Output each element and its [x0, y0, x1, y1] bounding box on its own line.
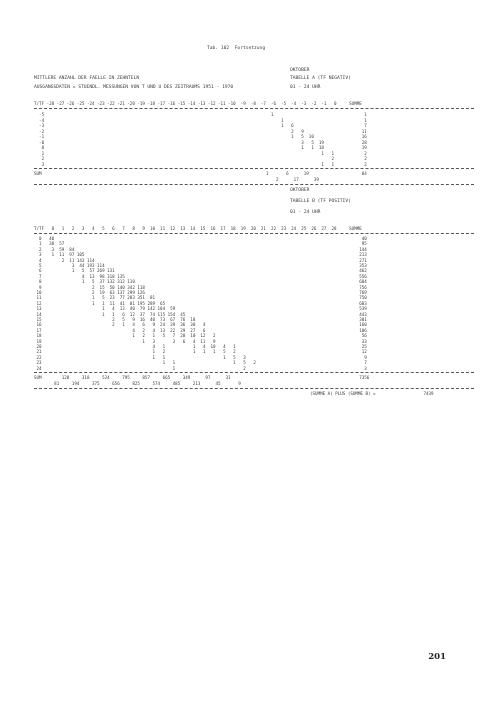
table-row: 18 1 2 1 5 7 20 10 12 2 56: [34, 333, 367, 339]
table-row: 17 4 2 4 13 22 29 27 6 106: [34, 327, 367, 333]
table-row: 16 2 1 4 6 9 24 39 36 30 4 160: [34, 322, 367, 328]
month-label-a: OKTOBER: [290, 68, 310, 73]
table-row: 21 1 2 1 1 1 5 2 12: [34, 349, 367, 355]
table-b-name: TABELLE B (TF POSITIV): [290, 199, 351, 204]
table-row: 0 1 1 18 19: [34, 145, 367, 150]
table-row: 14 1 1 6 12 37 74 115 154 45 443: [34, 311, 367, 317]
page-number: 201: [428, 652, 446, 662]
table-row: -2 2 9 11: [34, 128, 367, 134]
table-row: 8 1 5 37 132 312 110 604: [34, 279, 367, 285]
table-row: -5 1 1: [34, 112, 367, 117]
table-b-sum-row-2: 81 194 375 656 825 574 485 213 45 9: [34, 381, 241, 386]
table-row: 3 1 11 97 105 213: [34, 252, 367, 258]
table-row: 12 1 1 11 41 81 195 289 65 683: [34, 300, 367, 306]
table-title: Tab. 102 Fortsetzung: [207, 46, 266, 51]
table-a-hours: 01 - 24 UHR: [290, 85, 321, 90]
grand-total: (SUMME A) PLUS (SUMME B) = 7439: [310, 391, 434, 396]
table-row: 5 3 44 193 114 353: [34, 263, 367, 268]
table-b-header: T/TF 0 1 2 3 4 5 6 7 8 9 10 11 12 13 14 15 16 17 18 19 20 21 22 23 24 25 26 27 28 SUMME: [34, 226, 362, 231]
table-row: 0 40 40: [34, 236, 367, 241]
table-a-sum-rule: [34, 168, 474, 169]
table-row: -3 1 6 7: [34, 123, 367, 128]
table-row: 13 1 4 13 40 79 142 184 59 539: [34, 306, 367, 312]
table-row: -4 1 1: [34, 117, 367, 123]
table-row: 9 2 15 50 140 342 118 756: [34, 284, 367, 290]
table-row: 11 1 5 23 77 283 351 81 750: [34, 295, 367, 301]
table-row: 2 3 59 84 144: [34, 246, 367, 252]
table-row: 20 4 1 1 4 10 4 1 25: [34, 344, 367, 349]
month-label-b: OKTOBER: [290, 188, 310, 193]
table-a-sum-row: SUM 1 6 19 84: [34, 171, 367, 176]
table-row: 15 2 5 9 16 40 73 67 76 18 301: [34, 317, 367, 322]
table-a-top-rule: [34, 108, 474, 109]
table-row: 23 1 1 1 5 2 7: [34, 360, 367, 366]
table-b-sum-row: SUM 128 318 524 795 857 665 349 97 31 7356: [34, 375, 370, 380]
table-row: 6 1 5 57 269 131 462: [34, 268, 367, 274]
table-b-bottom-rule: [34, 388, 474, 389]
table-a-bottom-rule: [34, 184, 474, 185]
table-row: -1 1 5 10 16: [34, 134, 367, 139]
table-row: 24 1 2 3: [34, 365, 367, 371]
header-description: MITTLERE ANZAHL DER FAELLE IN ZEHNTELN: [34, 76, 140, 81]
table-row: 1 38 57 95: [34, 241, 367, 247]
table-a-header: T/TF -28 -27 -26 -25 -24 -23 -22 -21 -20 -19 -18 -17 -16 -15 -14 -13 -12 -11 -10 -9 -8 -7 -6 -5 -4 -3 -2 -1 0 SUMME: [34, 101, 362, 106]
table-b-top-rule: [34, 233, 474, 234]
table-row: 4 2 11 143 114 271: [34, 257, 367, 263]
table-row: 22 1 1 1 5 3 9: [34, 354, 367, 360]
table-row: 19 1 3 3 6 4 11 9 33: [34, 338, 367, 344]
table-row: 7 4 13 98 318 135 556: [34, 273, 367, 279]
header-source: AUSGANGSDATEN = STUENDL. MESSUNGEN VON T UND U DES ZEITRAUMS 1951 - 1970: [34, 85, 234, 90]
table-row: 3 1 1 2: [34, 161, 367, 167]
table-row: 10 2 19 63 137 299 126 769: [34, 290, 367, 295]
table-b-sum-rule: [34, 372, 474, 373]
table-row: -0 3 5 19 28: [34, 139, 367, 145]
table-a-name: TABELLE A (TF NEGATIV): [290, 76, 351, 81]
table-a-sum-row-2: 2 17 39: [34, 177, 319, 182]
table-b-hours: 01 - 24 UHR: [290, 210, 321, 215]
table-row: 2 2 2: [34, 156, 367, 161]
table-row: 1 1 1 2: [34, 150, 367, 156]
